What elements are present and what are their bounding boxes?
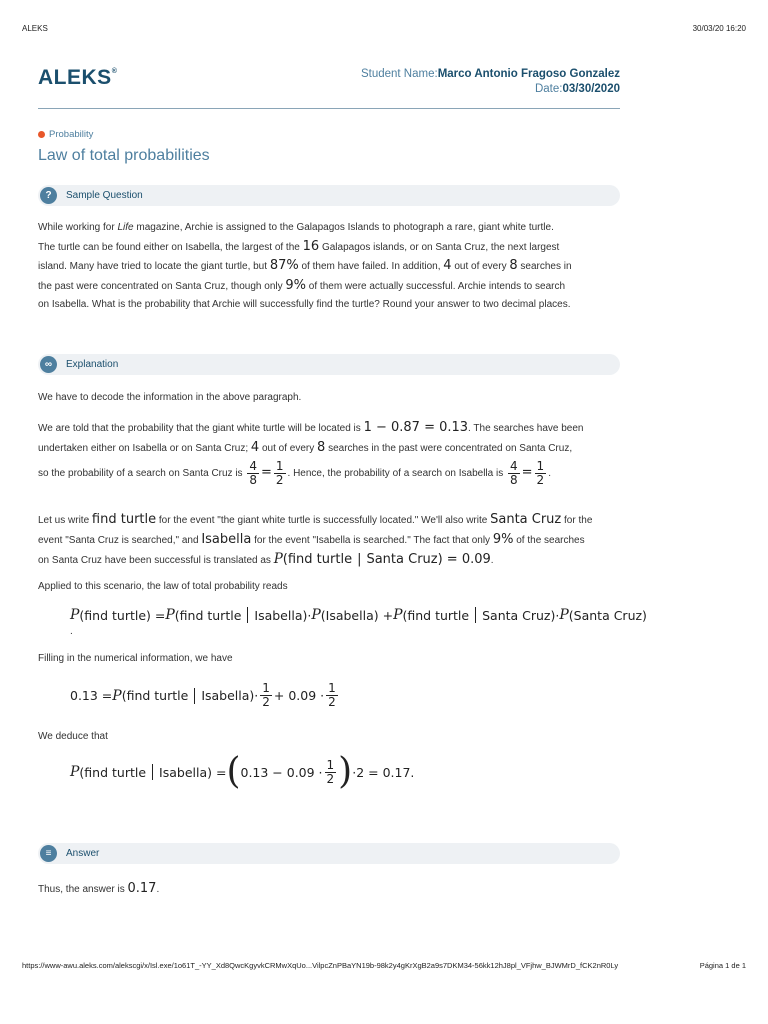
- explanation-paragraph-2: Let us write find turtle for the event "the giant white turtle is successfully located." We'll also write Santa Cruz for the event "Santa Cruz is searched," and Isabella for the event "Isabella is searched." The fact that only 9% of the searches on Santa Cruz have been successful is translated as P(find turtle | Santa Cruz) = 0.09.: [38, 512, 593, 567]
- answer-value: 0.17: [127, 881, 157, 896]
- student-name-label: Student Name:: [360, 68, 438, 80]
- question-icon: ?: [40, 187, 57, 204]
- answer-label: Answer: [66, 848, 100, 859]
- print-header-title: ALEKS: [22, 24, 48, 33]
- fraction-1-2: $\frac{1}{2}$: [536, 459, 545, 487]
- law-intro: Applied to this scenario, the law of total probability reads: [38, 581, 288, 592]
- deduction-equation: P (find turtle Isabella) = ( 0.13 − 0.09 · $\frac{1}{2}$ ) ·2 = 0.17.: [70, 751, 415, 792]
- student-name: Marco Antonio Fragoso Gonzalez: [437, 68, 620, 80]
- deduce-intro: We deduce that: [38, 731, 108, 742]
- question-text: While working for Life magazine, Archie is assigned to the Galapagos Islands to photograph a rare, giant white turtle. The turtle can be found either on Isabella, the largest of the 16 Galapagos islands, or on Santa Cruz, the next largest island. Many have tried to locate the giant turtle, but 87% of them have failed. In addition, 4 out of every 8 searches in the past were concentrated on Santa Cruz, though only 9% of them were actually successful. Archie intends to search on Isabella. What is the probability that Archie will successfully find the turtle? Round your answer to two decimal places.: [38, 222, 572, 310]
- fill-in-intro: Filling in the numerical information, we have: [38, 653, 233, 664]
- explanation-paragraph-1: We are told that the probability that the giant white turtle will be located is 1 − 0.87 = 0.13. The searches have been undertaken either on Isabella or on Santa Cruz; 4 out of every 8 searches in the past were concentrated on Santa Cruz, so the probability of a search on Santa Cruz is $\frac{4}{8}$ = $\frac{1}{2}$ . Hence, the probability of a search on Isabella is $\frac{4}{8}$ = $\frac{1}{2}$ .: [38, 420, 584, 487]
- answer-text: Thus, the answer is 0.17.: [38, 881, 160, 896]
- breadcrumb-topic: Probability: [49, 129, 94, 140]
- footer-url: https://www-awu.aleks.com/alekscgi/x/Isl.exe/1o61T_-YY_Xd8QwcKgyvkCRMwXqUo...VilpcZnPBaYN19b-98k2y4gKrXgB2a9s7DKM34-56kk12hJ8pl_VFjhw_BJWMrD_fCK2nR0Ly: [22, 961, 619, 970]
- student-info: [361, 67, 620, 96]
- sample-question-header: [38, 185, 620, 206]
- explanation-intro: We have to decode the information in the above paragraph.: [38, 392, 302, 403]
- explanation-header: [38, 354, 620, 375]
- answer-header: [38, 843, 620, 864]
- sample-question-label: Sample Question: [66, 190, 143, 201]
- aleks-logo: ALEKS®: [38, 66, 118, 89]
- date-label: Date:: [534, 82, 563, 95]
- glasses-icon: ∞: [40, 356, 57, 373]
- fraction-1-2: $\frac{1}{2}$: [275, 459, 284, 487]
- page-title: Law of total probabilities: [38, 147, 210, 164]
- answer-icon: ≡: [40, 845, 57, 862]
- header-divider: [38, 108, 620, 109]
- law-of-total-probability-equation: P (find turtle) = P (find turtle Isabella)· P (Isabella) + P (find turtle Santa Cruz)· P (Santa Cruz): [70, 607, 647, 623]
- equation-period: .: [70, 626, 73, 637]
- fraction-4-8: $\frac{4}{8}$: [510, 459, 518, 487]
- print-header-datetime: 30/03/20 16:20: [692, 24, 746, 33]
- numerical-equation: 0.13 = P (find turtle Isabella)· $\frac{1}{2}$ + 0.09 · $\frac{1}{2}$: [70, 681, 336, 709]
- explanation-label: Explanation: [66, 359, 119, 370]
- fraction-4-8: $\frac{4}{8}$: [249, 459, 257, 487]
- footer-page-number: Página 1 de 1: [699, 961, 746, 970]
- topic-dot-icon: [38, 131, 45, 138]
- breadcrumb: [38, 129, 93, 140]
- date-value: 03/30/2020: [562, 82, 620, 95]
